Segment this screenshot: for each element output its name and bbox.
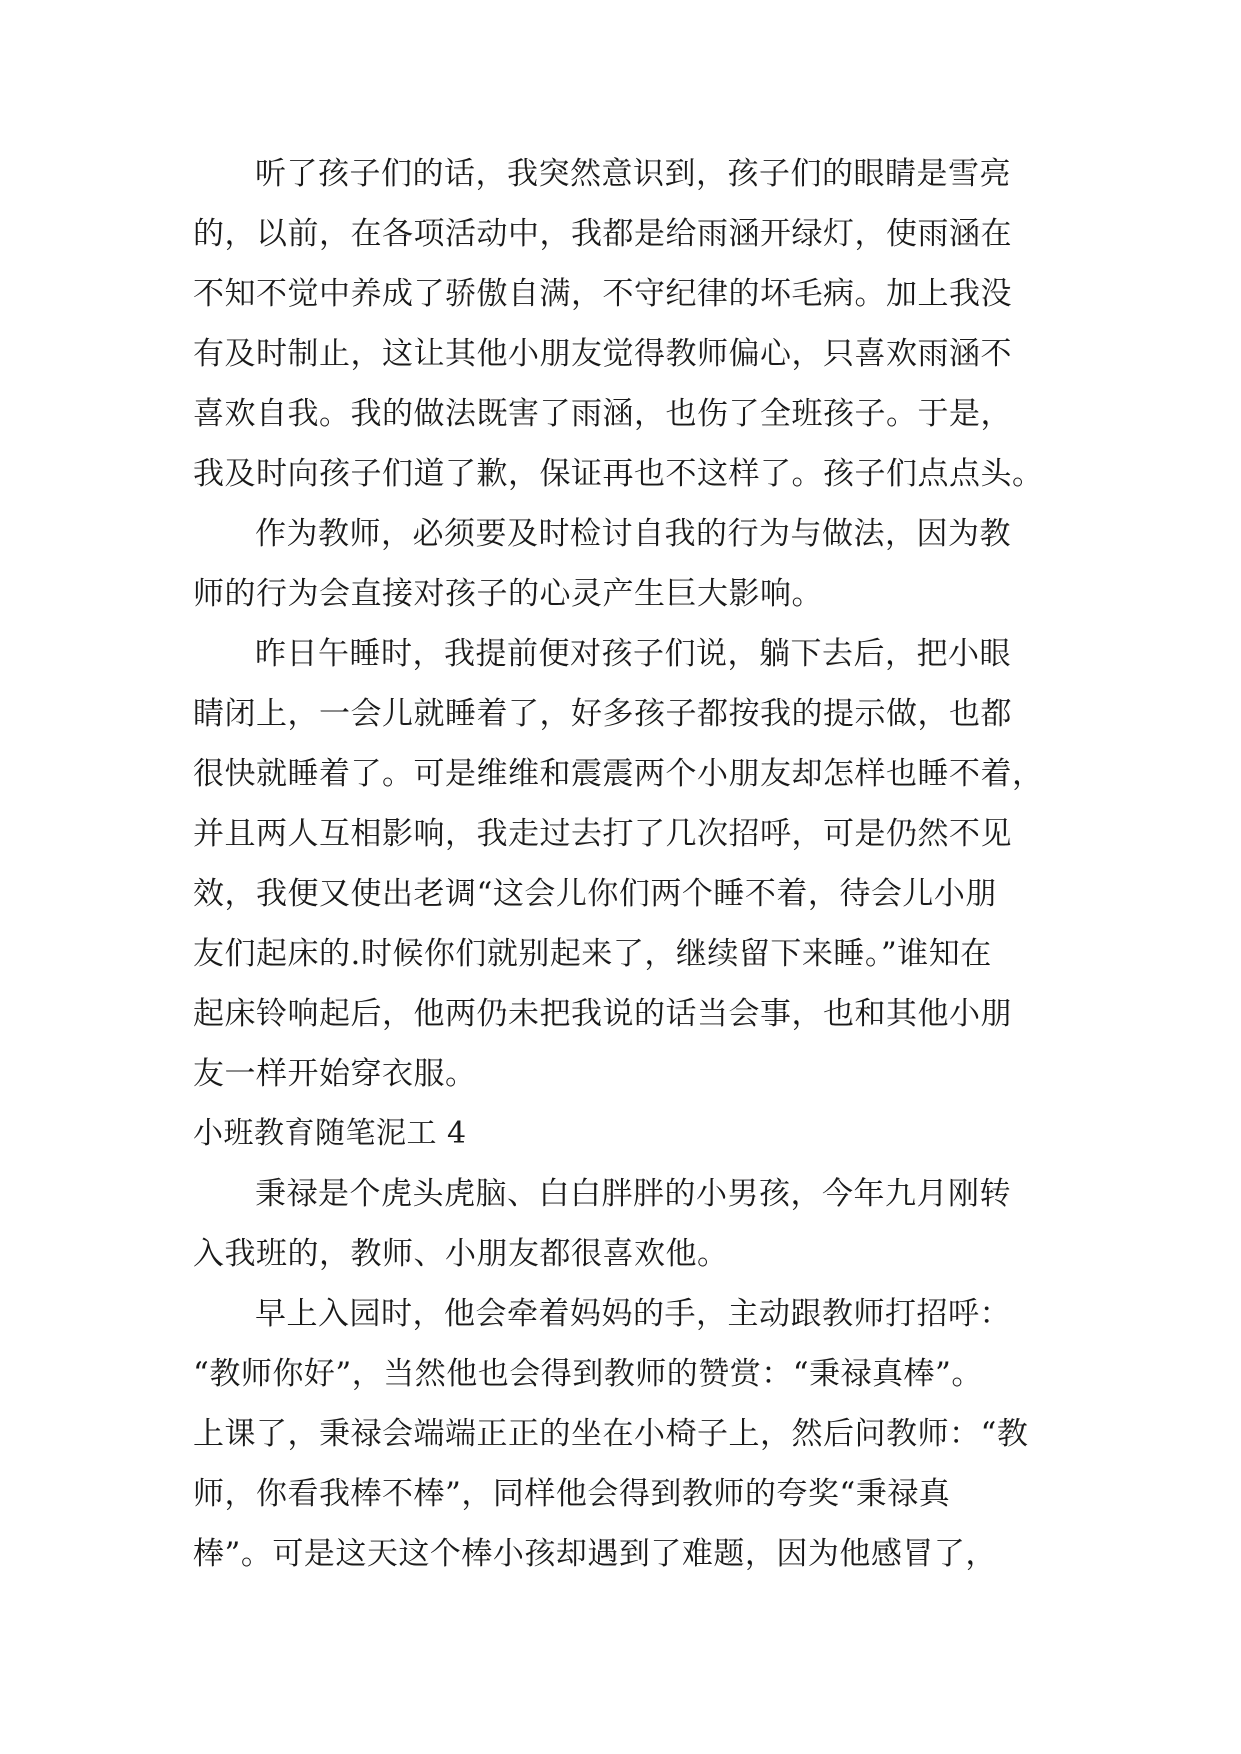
paragraph-line: 的，以前，在各项活动中，我都是给雨涵开绿灯，使雨涵在 [193,216,1012,252]
paragraph-line: 秉禄是个虎头虎脑、白白胖胖的小男孩，今年九月刚转 [255,1176,1011,1212]
paragraph-line: 上课了，秉禄会端端正正的坐在小椅子上，然后问教师：“教 [193,1416,1029,1452]
paragraph-line: 并且两人互相影响，我走过去打了几次招呼，可是仍然不见 [193,816,1012,852]
paragraph-line: 友一样开始穿衣服。 [193,1056,477,1092]
paragraph-line: 师的行为会直接对孩子的心灵产生巨大影响。 [193,576,823,612]
paragraph-line: 我及时向孩子们道了歉，保证再也不这样了。孩子们点点头。 [193,456,1044,492]
paragraph-line: 友们起床的.时候你们就别起来了，继续留下来睡。”谁知在 [193,936,992,972]
paragraph-line: “教师你好”，当然他也会得到教师的赞赏：“秉禄真棒”。 [193,1356,983,1392]
paragraph-line: 有及时制止，这让其他小朋友觉得教师偏心，只喜欢雨涵不 [193,336,1012,372]
paragraph-line: 入我班的，教师、小朋友都很喜欢他。 [193,1236,729,1272]
paragraph-line: 喜欢自我。我的做法既害了雨涵，也伤了全班孩子。于是， [193,396,1012,432]
paragraph-line: 昨日午睡时，我提前便对孩子们说，躺下去后，把小眼 [255,636,1011,672]
paragraph-line: 睛闭上，一会儿就睡着了，好多孩子都按我的提示做，也都 [193,696,1012,732]
paragraph-line: 很快就睡着了。可是维维和震震两个小朋友却怎样也睡不着， [193,756,1044,792]
paragraph-line: 早上入园时，他会牵着妈妈的手，主动跟教师打招呼： [255,1296,1011,1332]
paragraph-line: 棒”。可是这天这个棒小孩却遇到了难题，因为他感冒了， [193,1536,997,1572]
paragraph-line: 师，你看我棒不棒”，同样他会得到教师的夸奖“秉禄真 [193,1476,951,1512]
section-heading: 小班教育随笔泥工 4 [193,1116,467,1151]
paragraph-line: 听了孩子们的话，我突然意识到，孩子们的眼睛是雪亮 [255,156,1011,192]
paragraph-line: 作为教师，必须要及时检讨自我的行为与做法，因为教 [255,516,1011,552]
paragraph-line: 起床铃响起后，他两仍未把我说的话当会事，也和其他小朋 [193,996,1012,1032]
paragraph-line: 不知不觉中养成了骄傲自满，不守纪律的坏毛病。加上我没 [193,276,1012,312]
paragraph-line: 效，我便又使出老调“这会儿你们两个睡不着，待会儿小朋 [193,876,997,912]
